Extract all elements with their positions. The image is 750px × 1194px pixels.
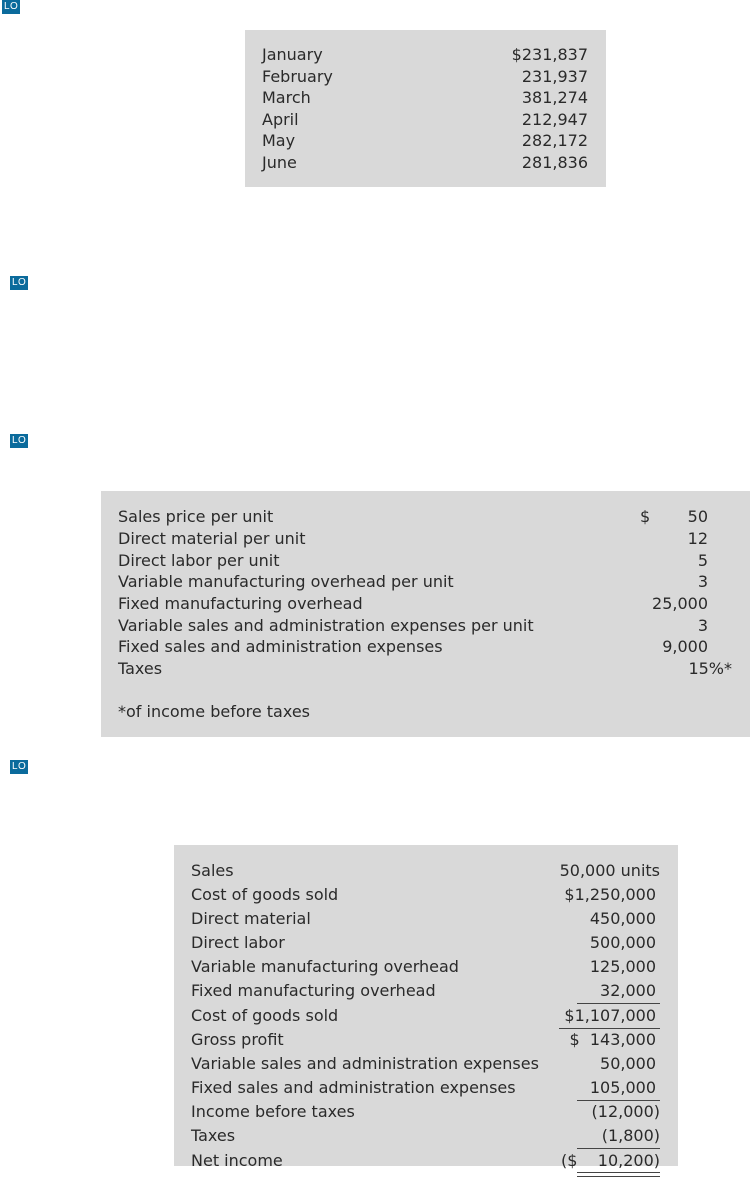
table-row — [101, 528, 750, 550]
line-item-label: Sales — [191, 861, 234, 880]
amount-value: $231,837 — [511, 45, 588, 64]
line-item-value: $1,107,000 — [564, 1006, 656, 1025]
table-row — [174, 1076, 678, 1100]
line-item-value: 450,000 — [589, 909, 656, 928]
amount-value: 381,274 — [521, 88, 588, 107]
line-item-value: $ 143,000 — [569, 1030, 656, 1049]
table-row — [245, 109, 606, 131]
item-label: Taxes — [118, 659, 163, 678]
item-label: Variable manufacturing overhead per unit — [118, 572, 454, 591]
table-row — [245, 87, 606, 109]
month-label: February — [262, 67, 333, 86]
line-item-label: Fixed sales and administration expenses — [191, 1078, 516, 1097]
learning-objective-badge: LO — [12, 761, 27, 772]
table-row — [174, 979, 678, 1003]
line-item-value: (1,800) — [601, 1126, 660, 1145]
line-item-value: 500,000 — [589, 933, 656, 952]
table-row — [101, 615, 750, 637]
month-label: May — [262, 131, 296, 150]
item-value: 3 — [697, 572, 708, 591]
monthly-amounts-table — [245, 30, 606, 187]
month-label: April — [262, 110, 299, 129]
cost-data-table — [101, 491, 750, 737]
total-double-rule — [577, 1172, 660, 1177]
footnote: *of income before taxes — [118, 702, 311, 721]
item-label: Direct labor per unit — [118, 551, 280, 570]
table-row — [174, 1149, 678, 1173]
item-label: Direct material per unit — [118, 529, 306, 548]
table-row — [101, 636, 750, 658]
line-item-value: 125,000 — [589, 957, 656, 976]
item-value: 5 — [697, 551, 708, 570]
item-label: Fixed manufacturing overhead — [118, 594, 363, 613]
line-item-value: ($ 10,200) — [561, 1151, 660, 1170]
learning-objective-badge: LO — [12, 435, 27, 446]
line-item-label: Net income — [191, 1151, 283, 1170]
table-row — [174, 1004, 678, 1028]
dollar-sign: $ — [640, 507, 651, 526]
line-item-value: 32,000 — [600, 981, 656, 1000]
item-value: 9,000 — [662, 637, 708, 656]
amount-value: 231,937 — [521, 67, 588, 86]
line-item-label: Fixed manufacturing overhead — [191, 981, 436, 1000]
month-label: January — [262, 45, 323, 64]
item-value: 3 — [697, 616, 708, 635]
item-label: Sales price per unit — [118, 507, 274, 526]
learning-objective-badge: LO — [4, 1, 19, 12]
table-row — [174, 1028, 678, 1052]
line-item-label: Income before taxes — [191, 1102, 355, 1121]
line-item-label: Variable sales and administration expenses — [191, 1054, 539, 1073]
line-item-label: Cost of goods sold — [191, 1006, 339, 1025]
line-item-label: Direct labor — [191, 933, 285, 952]
line-item-value: (12,000) — [591, 1102, 660, 1121]
table-row — [101, 506, 750, 528]
income-statement-table — [174, 845, 678, 1170]
line-item-label: Gross profit — [191, 1030, 284, 1049]
item-value: 25,000 — [652, 594, 708, 613]
line-item-value: $1,250,000 — [564, 885, 656, 904]
table-row — [245, 44, 606, 66]
table-row — [101, 658, 750, 680]
table-row — [174, 883, 678, 907]
line-item-value: 50,000 units — [559, 861, 660, 880]
learning-objective-badge: LO — [12, 277, 27, 288]
item-value: 15%* — [688, 659, 732, 678]
table-row — [245, 66, 606, 88]
item-label: Fixed sales and administration expenses — [118, 637, 443, 656]
table-row — [174, 1124, 678, 1148]
table-row — [174, 931, 678, 955]
table-row — [174, 907, 678, 931]
amount-value: 282,172 — [521, 131, 588, 150]
table-row — [245, 152, 606, 174]
line-item-label: Direct material — [191, 909, 311, 928]
line-item-label: Variable manufacturing overhead — [191, 957, 459, 976]
month-label: June — [262, 153, 297, 172]
table-row — [245, 130, 606, 152]
month-label: March — [262, 88, 311, 107]
table-row — [101, 550, 750, 572]
table-row — [101, 593, 750, 615]
table-row — [174, 955, 678, 979]
item-label: Variable sales and administration expenses per unit — [118, 616, 534, 635]
line-item-value: 105,000 — [589, 1078, 656, 1097]
table-row — [174, 1052, 678, 1076]
item-value: 50 — [687, 507, 708, 526]
line-item-label: Cost of goods sold — [191, 885, 339, 904]
amount-value: 212,947 — [521, 110, 588, 129]
line-item-value: 50,000 — [600, 1054, 656, 1073]
table-row — [174, 1100, 678, 1124]
line-item-label: Taxes — [191, 1126, 236, 1145]
item-value: 12 — [687, 529, 708, 548]
table-row — [101, 571, 750, 593]
table-row — [174, 859, 678, 883]
amount-value: 281,836 — [521, 153, 588, 172]
